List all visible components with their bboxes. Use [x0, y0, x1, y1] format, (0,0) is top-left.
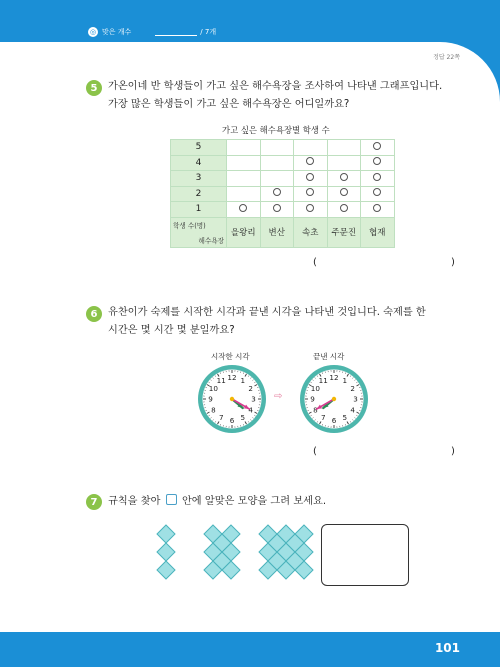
beach-label: 을왕리 — [227, 217, 261, 247]
diamond-shape — [157, 525, 175, 543]
pictograph-cell — [327, 186, 361, 202]
score-total: / 7개 — [200, 28, 217, 36]
clock-center — [230, 397, 234, 401]
circle-mark — [340, 173, 348, 181]
beach-label: 변산 — [260, 217, 294, 247]
question-5-line-2: 가장 많은 학생들이 가고 싶은 해수욕장은 어디일까요? — [108, 99, 350, 110]
circle-mark — [239, 204, 247, 212]
pictograph-cell — [361, 171, 395, 187]
pictograph-cell — [361, 202, 395, 218]
answer-reference: 정답 22쪽 — [433, 54, 460, 61]
clock-number: 7 — [218, 413, 224, 423]
row-label: 3 — [171, 171, 227, 187]
clock-number: 4 — [350, 405, 355, 415]
pictograph-cell — [361, 186, 395, 202]
answer-close-paren-6: ) — [451, 446, 455, 457]
pictograph-cell — [227, 140, 261, 156]
pictograph-row — [171, 171, 395, 187]
clock-number: 2 — [248, 383, 253, 393]
question-7-text-after: 안에 알맞은 모양을 그려 보세요. — [181, 496, 327, 507]
row-label: 2 — [171, 186, 227, 202]
circle-mark — [306, 173, 314, 181]
pictograph-cell — [260, 186, 294, 202]
circle-mark — [306, 188, 314, 196]
question-6-text — [108, 304, 426, 340]
question-5-line-1: 가온이네 반 학생들이 가고 싶은 해수욕장을 조사하여 나타낸 그래프입니다. — [108, 81, 443, 92]
answer-open-paren-6: ( — [313, 446, 317, 457]
square-icon — [166, 494, 177, 505]
diamond-shape — [157, 561, 175, 579]
check-icon: ◎ — [89, 28, 97, 36]
question-6-line-1: 유찬이가 숙제를 시작한 시각과 끝낸 시각을 나타낸 것입니다. 숙제를 한 — [108, 307, 426, 318]
pictograph-cell — [260, 155, 294, 171]
circle-mark — [373, 188, 381, 196]
footer-bar — [0, 632, 500, 667]
clock-number: 11 — [318, 375, 328, 385]
end-time-label: 끝낸 시각 — [313, 352, 345, 361]
pictograph-cell — [227, 186, 261, 202]
pictograph-cell — [294, 171, 328, 187]
answer-close-paren-5: ) — [451, 257, 455, 268]
axis-label-count: 학생 수(명) — [173, 221, 206, 230]
answer-blank-5[interactable] — [322, 256, 447, 270]
chart-title: 가고 싶은 해수욕장별 학생 수 — [222, 125, 330, 135]
question-7-text — [108, 493, 326, 511]
pictograph-row — [171, 140, 395, 156]
clock-number: 8 — [211, 405, 216, 415]
clock-number: 10 — [208, 383, 218, 393]
pictograph-cell — [227, 171, 261, 187]
diamond-shape — [157, 543, 175, 561]
question-number-7: 7 — [86, 494, 102, 510]
answer-blank-6[interactable] — [322, 445, 447, 459]
circle-mark — [340, 188, 348, 196]
score-area — [88, 27, 216, 37]
arrow-icon: ⇨ — [274, 391, 283, 402]
pictograph-cell — [294, 186, 328, 202]
pictograph-cell — [327, 140, 361, 156]
circle-mark — [273, 188, 281, 196]
clock-number: 12 — [329, 373, 339, 383]
row-label: 5 — [171, 140, 227, 156]
pictograph-cell — [260, 202, 294, 218]
clock-number: 7 — [320, 413, 326, 423]
beach-label: 주문진 — [327, 217, 361, 247]
score-blank[interactable] — [155, 29, 197, 36]
pictograph-cell — [294, 202, 328, 218]
start-time-label: 시작한 시각 — [211, 352, 250, 361]
clock-number: 1 — [342, 375, 348, 385]
pictograph-cell — [327, 202, 361, 218]
clock-number: 5 — [342, 413, 348, 423]
clock-number: 11 — [216, 375, 226, 385]
question-6-line-2: 시간은 몇 시간 몇 분일까요? — [108, 325, 235, 336]
pictograph-row — [171, 155, 395, 171]
clock-number: 1 — [240, 375, 246, 385]
beach-label: 협재 — [361, 217, 395, 247]
circle-mark — [306, 204, 314, 212]
page-number: 101 — [434, 641, 460, 655]
pictograph-cell — [260, 171, 294, 187]
clock-number: 8 — [313, 405, 318, 415]
answer-open-paren-5: ( — [313, 257, 317, 268]
clock-number: 5 — [240, 413, 246, 423]
pictograph-row — [171, 186, 395, 202]
start-clock — [196, 363, 268, 435]
question-7-text-before: 규칙을 찾아 — [108, 496, 161, 507]
pictograph-cell — [227, 155, 261, 171]
clock-number: 3 — [353, 394, 358, 404]
circle-mark — [373, 157, 381, 165]
clock-number: 10 — [310, 383, 320, 393]
pictograph-cell — [294, 140, 328, 156]
pictograph-cell — [327, 171, 361, 187]
clock-number: 6 — [229, 416, 235, 426]
clock-number: 3 — [251, 394, 256, 404]
pictograph-cell — [227, 202, 261, 218]
pictograph-cell — [327, 155, 361, 171]
pictograph-footer-row — [171, 217, 395, 247]
pictograph-cell — [260, 140, 294, 156]
pictograph-table — [170, 139, 395, 248]
diamond-pattern — [150, 520, 320, 588]
axis-corner-cell — [171, 217, 227, 247]
axis-label-beach: 해수욕장 — [198, 236, 224, 245]
circle-mark — [373, 142, 381, 150]
row-label: 4 — [171, 155, 227, 171]
end-clock — [298, 363, 370, 435]
row-label: 1 — [171, 202, 227, 218]
clock-number: 2 — [350, 383, 355, 393]
clock-center — [332, 397, 336, 401]
clock-number: 12 — [227, 373, 237, 383]
question-number-6: 6 — [86, 306, 102, 322]
circle-mark — [373, 173, 381, 181]
pictograph-row — [171, 202, 395, 218]
pictograph-cell — [294, 155, 328, 171]
pictograph-cell — [361, 155, 395, 171]
pictograph-cell — [361, 140, 395, 156]
clock-number: 6 — [331, 416, 337, 426]
circle-mark — [373, 204, 381, 212]
question-number-5: 5 — [86, 80, 102, 96]
answer-drawing-box[interactable] — [321, 524, 409, 586]
clock-number: 9 — [208, 394, 213, 404]
score-label: 맞은 개수 — [102, 28, 132, 36]
circle-mark — [340, 204, 348, 212]
circle-mark — [273, 204, 281, 212]
clock-number: 9 — [310, 394, 315, 404]
beach-label: 속초 — [294, 217, 328, 247]
question-5-text — [108, 78, 442, 114]
circle-mark — [306, 157, 314, 165]
clock-number: 4 — [248, 405, 253, 415]
